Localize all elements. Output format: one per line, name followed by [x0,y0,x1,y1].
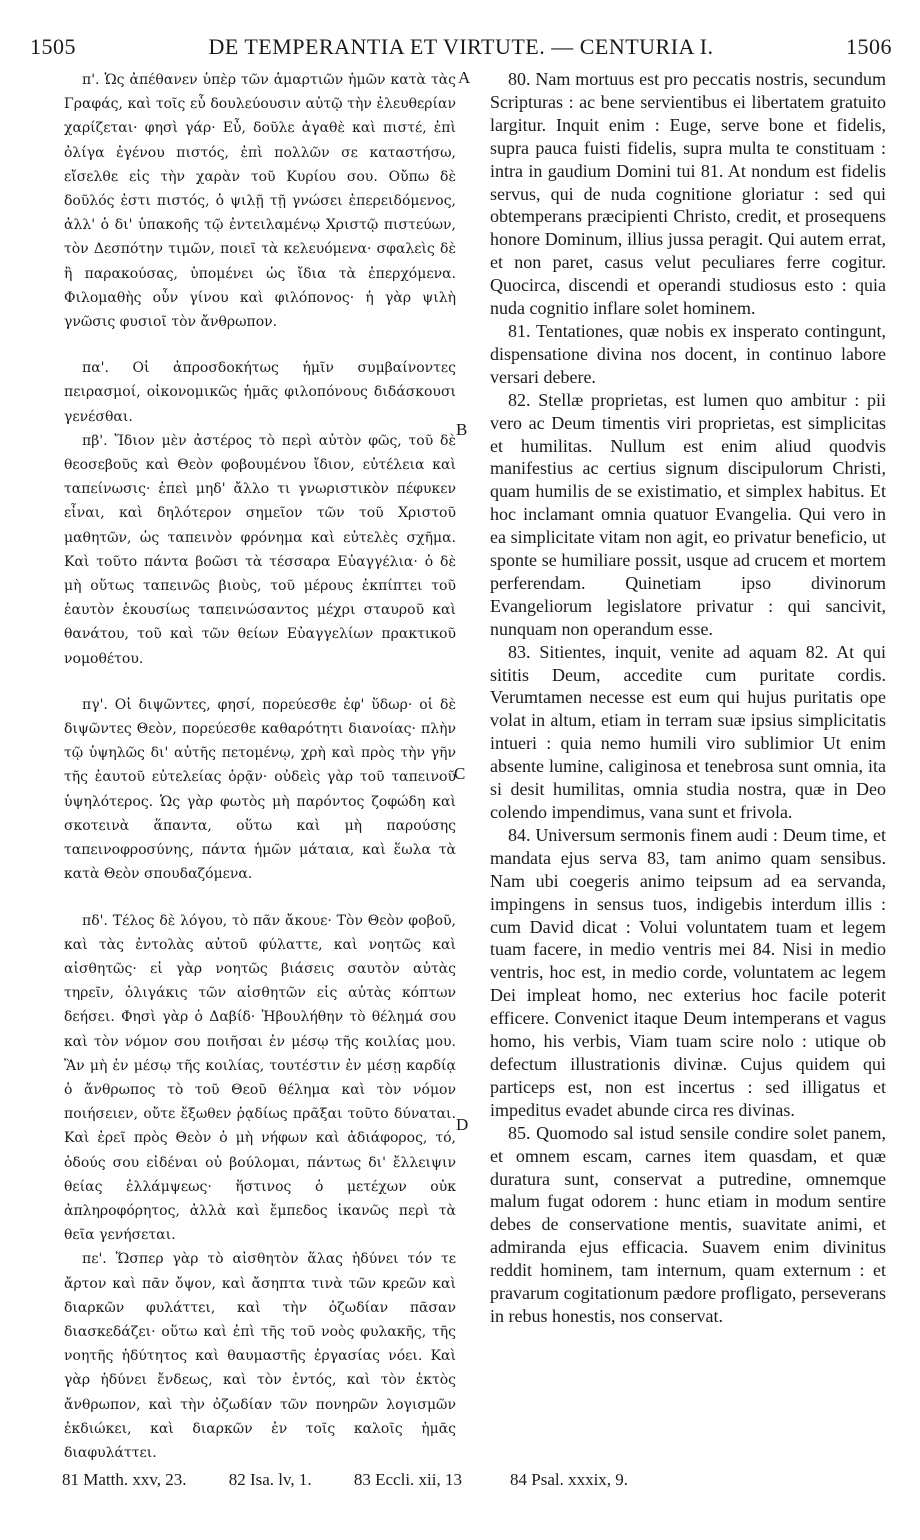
greek-paragraph-85: πε'. Ὥσπερ γὰρ τὸ αἰσθητὸν ἅλας ἡδύνει τόν τε ἄρτον καὶ πᾶν ὄψον, καὶ ἄσηπτα τινὰ τῶν κρεῶν καὶ διαρκῶν φυλάττει, καὶ τὴν ὀζωδίαν πᾶσαν διασκεδάζει· οὕτω καὶ ἐπὶ τῆς τοῦ νοὸς φυλακῆς, τῆς νοητῆς ἡδύτητος καὶ θαυμαστῆς ἐργασίας νόει. Καὶ γὰρ ἡδύνει ἔνδεως, καὶ τὸν ἐντός, καὶ τὸν ἐκτὸς ἄνθρωπον, καὶ τὴν ὀζωδίαν τῶν πονηρῶν λογισμῶν ἐκδιώκει, καὶ διαρκῶν ἐν τοῖς καλοῖς ἡμᾶς διαφυλάττει. [64,1251,456,1461]
margin-letter-b: B [456,420,468,439]
greek-paragraph-84: πδ'. Τέλος δὲ λόγου, τὸ πᾶν ἄκουε· Τὸν Θεὸν φοβοῦ, καὶ τὰς ἐντολὰς αὐτοῦ φύλαττε, καὶ νοητῶς καὶ αἰσθητῶς· εἰ γὰρ νοητῶς βιάσεις σαυτὸν αὐτὰς τηρεῖν, ὀλιγάκις τῶν αἰσθητῶν εἰς αὐτὰς κόπτων δεήσει. Φησὶ γὰρ ὁ Δαβίδ· Ἠβουλήθην τὸ θέλημά σου καὶ τὸν νόμον σου ποιῆσαι ἐν μέσῳ τῆς κοιλίας μου. Ἂν μὴ ἐν μέσῳ τῆς κοιλίας, τουτέστιν ἐν μέσῃ καρδίᾳ ὁ ἄνθρωπος τὸ τοῦ Θεοῦ θέλημα καὶ τὸν νόμον ποιήσειεν, οὔτε ἔξωθεν ῥᾳδίως πρᾶξαι τοῦτο δύναται. Καὶ ἐρεῖ πρὸς Θεὸν ὁ μὴ νήφων καὶ ἀδιάφορος, τό, ὁδούς σου εἰδέναι οὐ βούλομαι, πάντως δι' ἔλλειψιν θείας ἐλλάμψεως· ἥστινος ὁ μετέχων οὐκ ἀπληροφόρητος, ἀλλὰ καὶ ἔμπεδος ἱκανῶς περὶ τὰ θεῖα γενήσεται. [64,912,456,1244]
footnote-81: 81 Matth. xxv, 23. [62,1470,187,1489]
greek-paragraph-83: πγ'. Οἱ διψῶντες, φησί, πορεύεσθε ἐφ' ὕδωρ· οἱ δὲ διψῶντες Θεὸν, πορεύεσθε καθαρότητι διανοίας· πλὴν τῷ ὑψηλῶς δι' αὐτῆς πετομένῳ, χρὴ καὶ πρὸς τὴν γῆν τῆς ἑαυτοῦ εὐτελείας ὁρᾷν· οὐδεὶς γὰρ τοῦ ταπεινοῦ ὑψηλότερος. Ὡς γὰρ φωτὸς μὴ παρόντος ζοφώδη καὶ σκοτεινὰ ἅπαντα, οὕτω καὶ μὴ παρούσης ταπεινοφροσύνης, πάντα ἡμῶν μάταια, καὶ ἕωλα τὰ κατὰ Θεὸν σπουδαζόμενα. [64,696,456,883]
greek-paragraph-80: π'. Ὡς ἀπέθανεν ὑπὲρ τῶν ἁμαρτιῶν ἡμῶν κατὰ τὰς Γραφάς, καὶ τοῖς εὖ δουλεύουσιν αὐτῷ τὴν ἐλευθερίαν χαρίζεται· φησὶ γάρ· Εὖ, δοῦλε ἀγαθὲ καὶ πιστέ, ἐπὶ ὀλίγα ἐγένου πιστός, ἐπὶ πολλῶν σε καταστήσω, εἴσελθε εἰς τὴν χαρὰν τοῦ Κυρίου σου. Οὔπω δὲ δοῦλός ἐστι πιστός, ὁ ψιλῇ τῇ γνώσει ἐπερειδόμενος, ἀλλ' ὁ δι' ὑπακοῆς τῷ ἐντειλαμένῳ Χριστῷ πιστεύων, τὸν Δεσπότην τιμῶν, ποιεῖ τὰ κελευόμενα· σφαλεὶς δὲ ἢ παρακούσας, ὑπομένει ὡς ἴδια τὰ ἐπερχόμενα. Φιλομαθὴς οὖν γίνου καὶ φιλόπονος· ἡ γὰρ ψιλὴ γνῶσις φυσιοῖ τὸν ἄνθρωπον. [64,72,456,331]
latin-paragraph-83: 83. Sitientes, inquit, venite ad aquam 82. At qui sititis Deum, accedite cum puritate cordis. Verumtamen necesse est eum qui hujus puritatis ope volat in altum, etiam in terram suæ ipsius simplicitatis intueri : quia nemo humili viro sublimior Ut enim absente lumine, caliginosa et tenebrosa sunt omnia, ita si desit humilitas, omnia studia nostra, quæ in Deo colendo impendimus, vana sunt et frivola. [490,641,886,822]
footnotes-right [510,1470,710,1490]
footnote-84: 84 Psal. xxxix, 9. [510,1470,629,1489]
latin-paragraph-82: 82. Stellæ proprietas, est lumen quo ambitur : pii vero ac Deum timentis viri proprietas, est simplicitas et humilitas. Nullum est enim aliud quodvis manifestius ac certius signum discipulorum Christi, quam humilis de se existimatio, et simplex habitus. Et hoc inclamant omnia quatuor Evangelia. Qui vero in ea simplicitate vitam non agit, eo privatur beneficio, ut sponte se humiliare possit, usque ad crucem et mortem perferendam. Quinetiam ipso divinorum Evangeliorum legislatore privatur : qui sancivit, nunquam non operandum esse. [490,389,886,639]
greek-paragraph-81: πα'. Οἱ ἀπροσδοκήτως ἡμῖν συμβαίνοντες πειρασμοί, οἰκονομικῶς ἡμᾶς φιλοπόνους διδάσκουσι γενέσθαι. [64,360,456,425]
latin-paragraph-81: 81. Tentationes, quæ nobis ex insperato contingunt, dispensatione divina nos docent, in continuo labore versari debere. [490,320,886,387]
margin-letter-a: A [458,68,471,87]
latin-paragraph-85: 85. Quomodo sal istud sensile condire solet panem, et omnem escam, carnes item quasdam, et quæ duratura sunt, conservat a putredine, omnemque malum fugat odorem : hunc etiam in modum sentire debes de conservatione mentis, suavitate animi, et admiranda ejus efficacia. Suavem enim divinitus reddit hominem, tam internum, quam externum : et pravarum cogitationum pædore profligato, perseverans in rebus honestis, nos conservat. [490,1122,886,1326]
running-title: DE TEMPERANTIA ET VIRTUTE. — CENTURIA I. [208,34,714,59]
page-number-right: 1506 [846,34,892,59]
page-header [28,28,894,62]
page-number-left: 1505 [30,34,76,59]
footnote-83: 83 Eccli. xii, 13 [353,1470,462,1489]
footnote-82: 82 Isa. lv, 1. [228,1470,312,1489]
latin-column [490,68,886,1328]
latin-paragraph-84: 84. Universum sermonis finem audi : Deum time, et mandata ejus serva 83, tam animo quam sensibus. Nam ubi coegeris animo teipsum ad ea servanda, impingens in sensus tuos, indigebis interdum illis : cum David dicat : Volui voluntatem tuam et legem tuam facere, in medio ventris mei 84. Nisi in medio ventris, hoc est, in medio corde, voluntatem ac legem Dei impleat homo, nec exterius hoc facile poterit efficere. Convenict itaque Deum intemperans et vagus homo, his verbis, Viam tuam scire nolo : utique ob defectum illustrationis divinæ. Cujus quidem qui particeps est, non est incertus : sed illigatus et impeditus evadet abunde circa res divinas. [490,824,886,1120]
latin-paragraph-80: 80. Nam mortuus est pro peccatis nostris, secundum Scripturas : ac bene servientibus ei libertatem gratuito largitur. Inquit enim : Euge, serve bone et fidelis, supra pauca fuisti fidelis, supra multa te constituam : intra in gaudium Domini tui 81. At nondum est fidelis servus, qui de nuda cognitione gloriatur : sed qui obtemperans præcipienti Christo, credit, et prosequens honore Dominum, illius jussa peragit. Qui autem errat, et non paret, casus velut peculiares ferre cogitur. Quocirca, discendi et operandi studiosus esto : quia nuda cognitio inflare solet hominem. [490,69,886,319]
greek-paragraph-82: πβ'. Ἴδιον μὲν ἀστέρος τὸ περὶ αὐτὸν φῶς, τοῦ δὲ θεοσεβοῦς καὶ Θεὸν φοβουμένου ἴδιον, εὐτέλεια καὶ ταπείνωσις· ἐπεὶ μηδ' ἄλλο τι γνωριστικὸν πέφυκεν εἶναι, καὶ δηλότερον σημεῖον τῶν τοῦ Χριστοῦ μαθητῶν, ὡς ταπεινὸν φρόνημα καὶ εὐτελὲς σχῆμα. Καὶ τοῦτο πάντα βοῶσι τὰ τέσσαρα Εὐαγγέλια· ὁ δὲ μὴ οὕτως ταπεινῶς βιοὺς, τοῦ μέρους ἐκπίπτει τοῦ ἑαυτὸν ἑκουσίως ταπεινώσαντος μέχρι σταυροῦ καὶ θανάτου, τοῦ καὶ τῶν θείων Εὐαγγελίων πρακτικοῦ νομοθέτου. [64,432,456,667]
margin-letter-d: D [456,1115,469,1134]
margin-letter-c: C [454,764,466,783]
footnotes-left [62,1470,462,1490]
greek-column [64,68,456,1465]
